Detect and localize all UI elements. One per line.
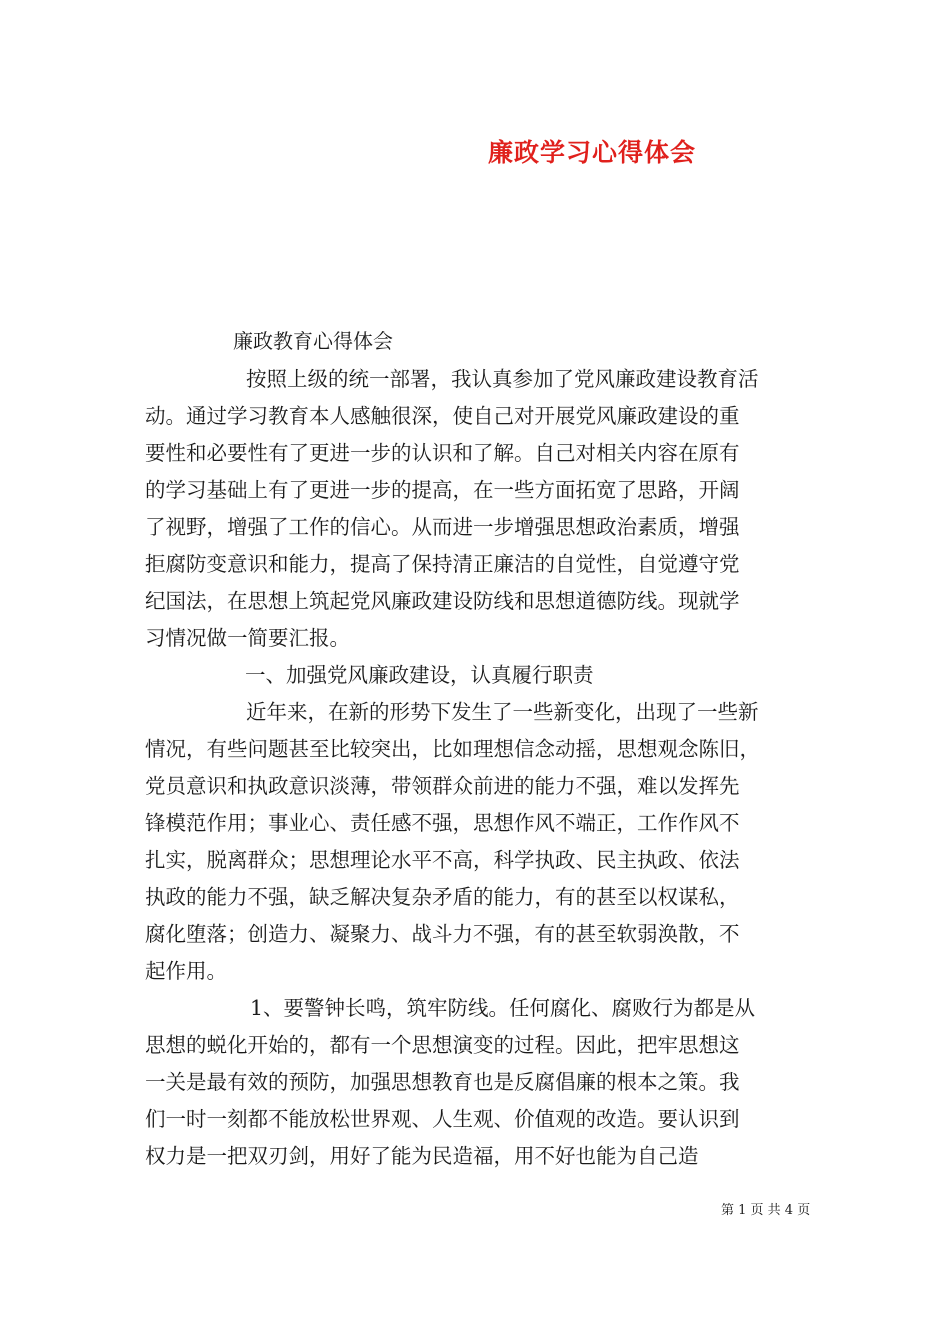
paragraph-line: 锋模范作用；事业心、责任感不强，思想作风不端正，工作作风不 [145,811,740,835]
paragraph-line: 们一时一刻都不能放松世界观、人生观、价值观的改造。要认识到 [145,1107,740,1131]
paragraph-line: 起作用。 [145,959,227,983]
paragraph-line: 了视野，增强了工作的信心。从而进一步增强思想政治素质，增强 [145,515,740,539]
paragraph-line: 1、要警钟长鸣，筑牢防线。任何腐化、腐败行为都是从 [250,996,756,1020]
paragraph-line: 一关是最有效的预防，加强思想教育也是反腐倡廉的根本之策。我 [145,1070,740,1094]
paragraph-line: 情况，有些问题甚至比较突出，比如理想信念动摇，思想观念陈旧， [145,737,760,761]
paragraph-line: 动。通过学习教育本人感触很深，使自己对开展党风廉政建设的重 [145,404,740,428]
paragraph-line: 扎实，脱离群众；思想理论水平不高，科学执政、民主执政、依法 [145,848,740,872]
paragraph-line: 近年来，在新的形势下发生了一些新变化，出现了一些新 [246,700,759,724]
paragraph-line: 权力是一把双刃剑，用好了能为民造福，用不好也能为自己造 [145,1144,699,1168]
paragraph-line: 党员意识和执政意识淡薄，带领群众前进的能力不强，难以发挥先 [145,774,740,798]
paragraph-line: 纪国法，在思想上筑起党风廉政建设防线和思想道德防线。现就学 [145,589,740,613]
document-title: 廉政学习心得体会 [488,138,697,167]
paragraph-line: 执政的能力不强，缺乏解决复杂矛盾的能力，有的甚至以权谋私， [145,885,740,909]
paragraph-line: 要性和必要性有了更进一步的认识和了解。自己对相关内容在原有 [145,441,740,465]
paragraph-line: 拒腐防变意识和能力，提高了保持清正廉洁的自觉性，自觉遵守党 [145,552,740,576]
paragraph-line: 思想的蜕化开始的，都有一个思想演变的过程。因此，把牢思想这 [145,1033,740,1057]
paragraph-line: 腐化堕落；创造力、凝聚力、战斗力不强，有的甚至软弱涣散，不 [145,922,740,946]
paragraph-line: 按照上级的统一部署，我认真参加了党风廉政建设教育活 [246,367,759,391]
paragraph-line: 习情况做一简要汇报。 [145,626,350,650]
section-heading: 一、加强党风廉政建设，认真履行职责 [245,663,594,687]
document-subtitle: 廉政教育心得体会 [233,329,393,353]
paragraph-line: 的学习基础上有了更进一步的提高，在一些方面拓宽了思路，开阔 [145,478,740,502]
page-number: 第 1 页 共 4 页 [721,1203,811,1218]
